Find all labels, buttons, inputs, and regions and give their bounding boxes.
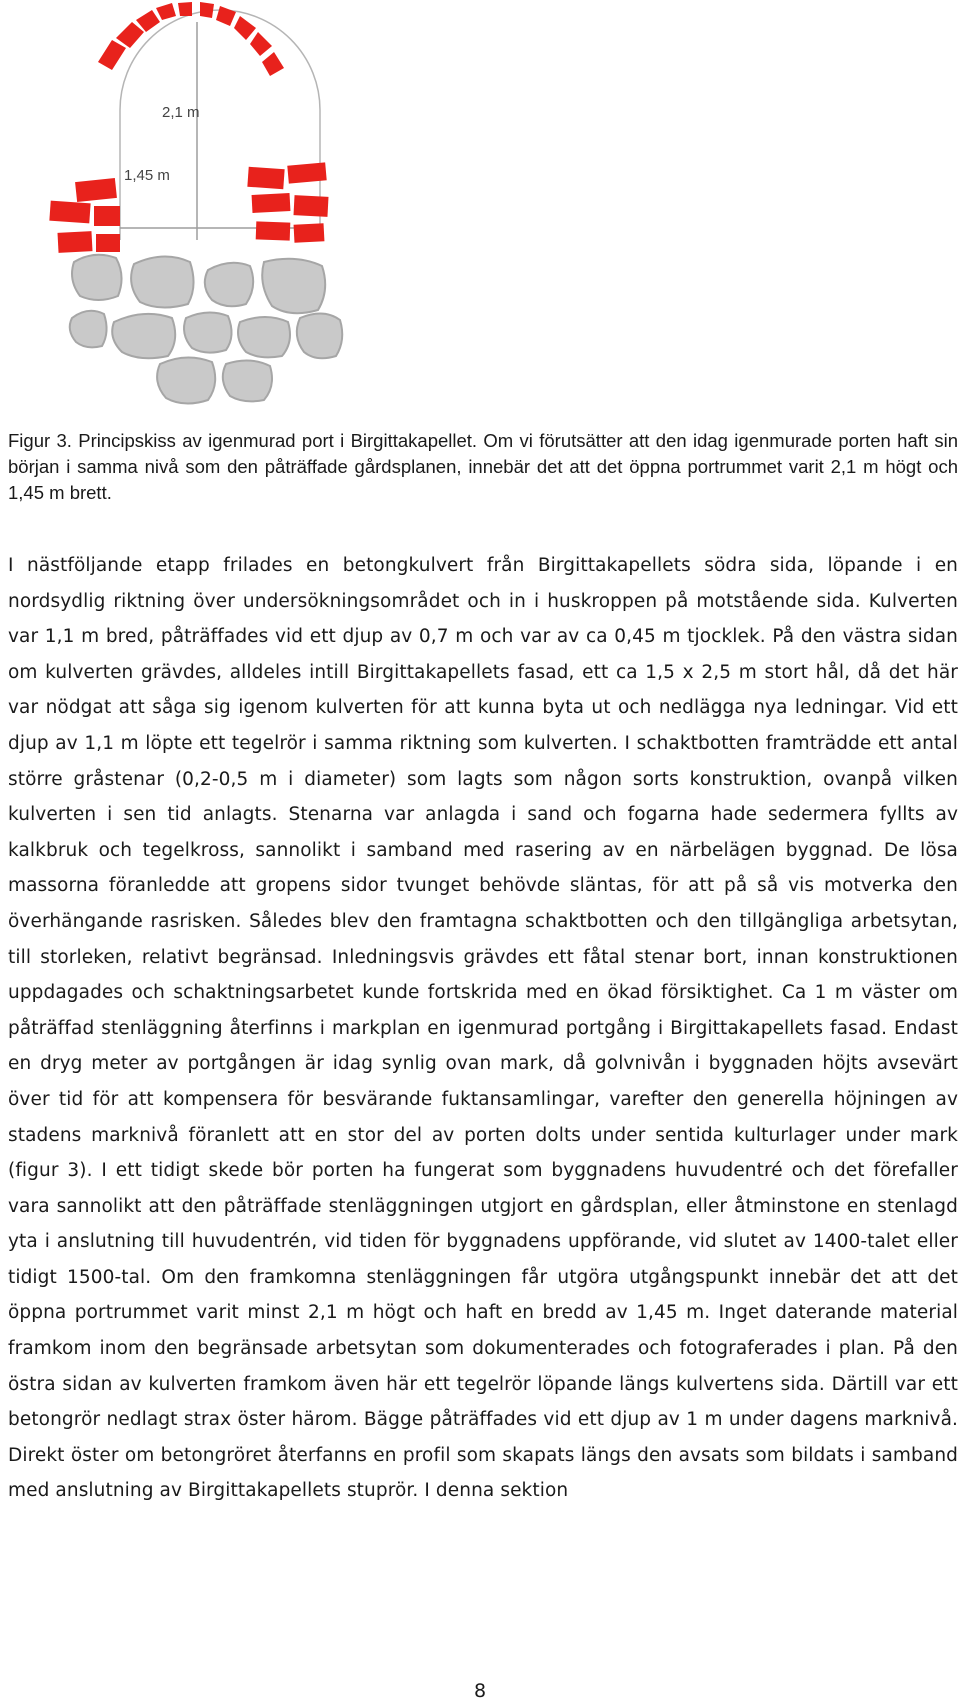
stone-foundation — [70, 255, 343, 404]
stone — [184, 312, 232, 352]
width-label: 1,45 m — [124, 167, 170, 184]
arch-bricks — [98, 2, 284, 76]
wall-brick — [49, 201, 90, 224]
left-wall-bricks — [49, 178, 120, 253]
arch-brick — [234, 16, 256, 40]
stone — [223, 360, 272, 401]
stone — [72, 255, 122, 300]
page-number: 8 — [473, 1680, 487, 1702]
wall-brick — [293, 195, 328, 217]
stone — [112, 314, 175, 358]
arch-brick — [156, 3, 176, 20]
wall-brick — [75, 178, 117, 202]
arch-brick — [116, 22, 144, 48]
portal-sketch-svg — [40, 0, 380, 420]
wall-brick — [57, 231, 92, 253]
arch-brick — [250, 32, 272, 56]
wall-brick — [247, 167, 284, 189]
stone — [297, 313, 342, 358]
wall-brick — [252, 193, 291, 213]
stone — [70, 311, 107, 348]
wall-brick — [96, 234, 120, 252]
body-paragraph: I nästföljande etapp frilades en betongkulvert från Birgittakapellets södra sida, löpande i en nordsydlig riktning över undersökningsområdet och in i huskroppen på motstående sida. Kulverten var 1,1 m bred, påträffades vid ett djup av 0,7 m och var av ca 0,45 m tjocklek. På den västra sidan om kulverten grävdes, alldeles intill Birgittakapellets fasad, ett ca 1,5 x 2,5 m stort hål, då det här var nödgat att såga sig igenom kulverten för att kunna byta ut och nedlägga nya ledningar. Vid ett djup av 1,1 m löpte ett tegelrör i samma riktning som kulverten. I schaktbotten framträdde ett antal större gråstenar (0,2-0,5 m i diameter) som lagts som någon sorts konstruktion, ovanpå vilken kulverten i sen tid anlagts. Stenarna var anlagda i sand och fogarna hade sedermera fyllts av kalkbruk och tegelkross, sannolikt i samband med rasering av en närbelägen byggnad. De lösa massorna föranledde att gropens sidor tvunget behövde släntas, för att på så vis motverka den överhängande rasrisken. Således blev den framtagna schaktbotten och den tillgängliga arbetsytan, till storleken, relativt begränsad. Inledningsvis grävdes ett fåtal stenar bort, innan konstruktionen uppdagades och schaktningsarbetet kunde fortskrida med en ökad försiktighet. Ca 1 m väster om påträffad stenläggning återfinns i markplan en igenmurad portgång i Birgittakapellets fasad. Endast en dryg meter av portgången är idag synlig ovan mark, då golvnivån i byggnaden höjts avsevärt över tid för att kompensera för besvärande fuktansamlingar, varefter den generella höjningen av stadens marknivå föranlett att en stor del av porten dolts under sentida kulturlager under mark (figur 3). I ett tidigt skede bör porten ha fungerat som byggnadens huvudentré och det förefaller vara sannolikt att den påträffade stenläggningen utgjort en gårdsplan, eller åtminstone en stenlagd yta i anslutning till huvudentrén, vid tiden för byggnadens uppförande, vid slutet av 1400-talet eller tidigt 1500-tal. Om den framkomna stenläggningen får utgöra utgångspunkt innebär det att det öppna portrummet varit minst 2,1 m högt och haft en bredd av 1,45 m. Inget daterande material framkom inom den begränsade arbetsytan som dokumenterades och fotograferades i plan. På den östra sidan av kulverten framkom även här ett tegelrör löpande längs kulvertens sida. Därtill var ett betongrör nedlagt strax öster härom. Bägge påträffades vid ett djup av 1 m under dagens marknivå. Direkt öster om betongröret återfanns en profil som skapats längs den avsats som bildats i samband med anslutning av Birgittakapellets stuprör. I denna sektion — [8, 555, 958, 1502]
stone — [238, 317, 290, 357]
arch-brick — [98, 40, 126, 70]
portal-sketch-figure — [40, 0, 380, 420]
arch-brick — [200, 2, 214, 18]
right-wall-bricks — [247, 162, 328, 242]
figure-caption: Figur 3. Principskiss av igenmurad port i Birgittakapellet. Om vi förutsätter att den idag igenmurade porten haft sin början i samma nivå som den påträffade gårdsplanen, innebär det att det öppna portrummet varit 2,1 m högt och 1,45 m brett. — [8, 430, 958, 503]
wall-brick — [256, 221, 291, 240]
wall-brick — [94, 206, 120, 226]
stone — [205, 263, 253, 306]
arch-brick — [216, 6, 236, 26]
stone — [262, 259, 325, 313]
arch-brick — [262, 52, 284, 76]
wall-brick — [287, 162, 326, 183]
stone — [157, 357, 215, 403]
stone — [131, 256, 193, 307]
wall-brick — [294, 223, 325, 243]
arch-brick — [178, 2, 192, 16]
height-label: 2,1 m — [162, 104, 200, 121]
